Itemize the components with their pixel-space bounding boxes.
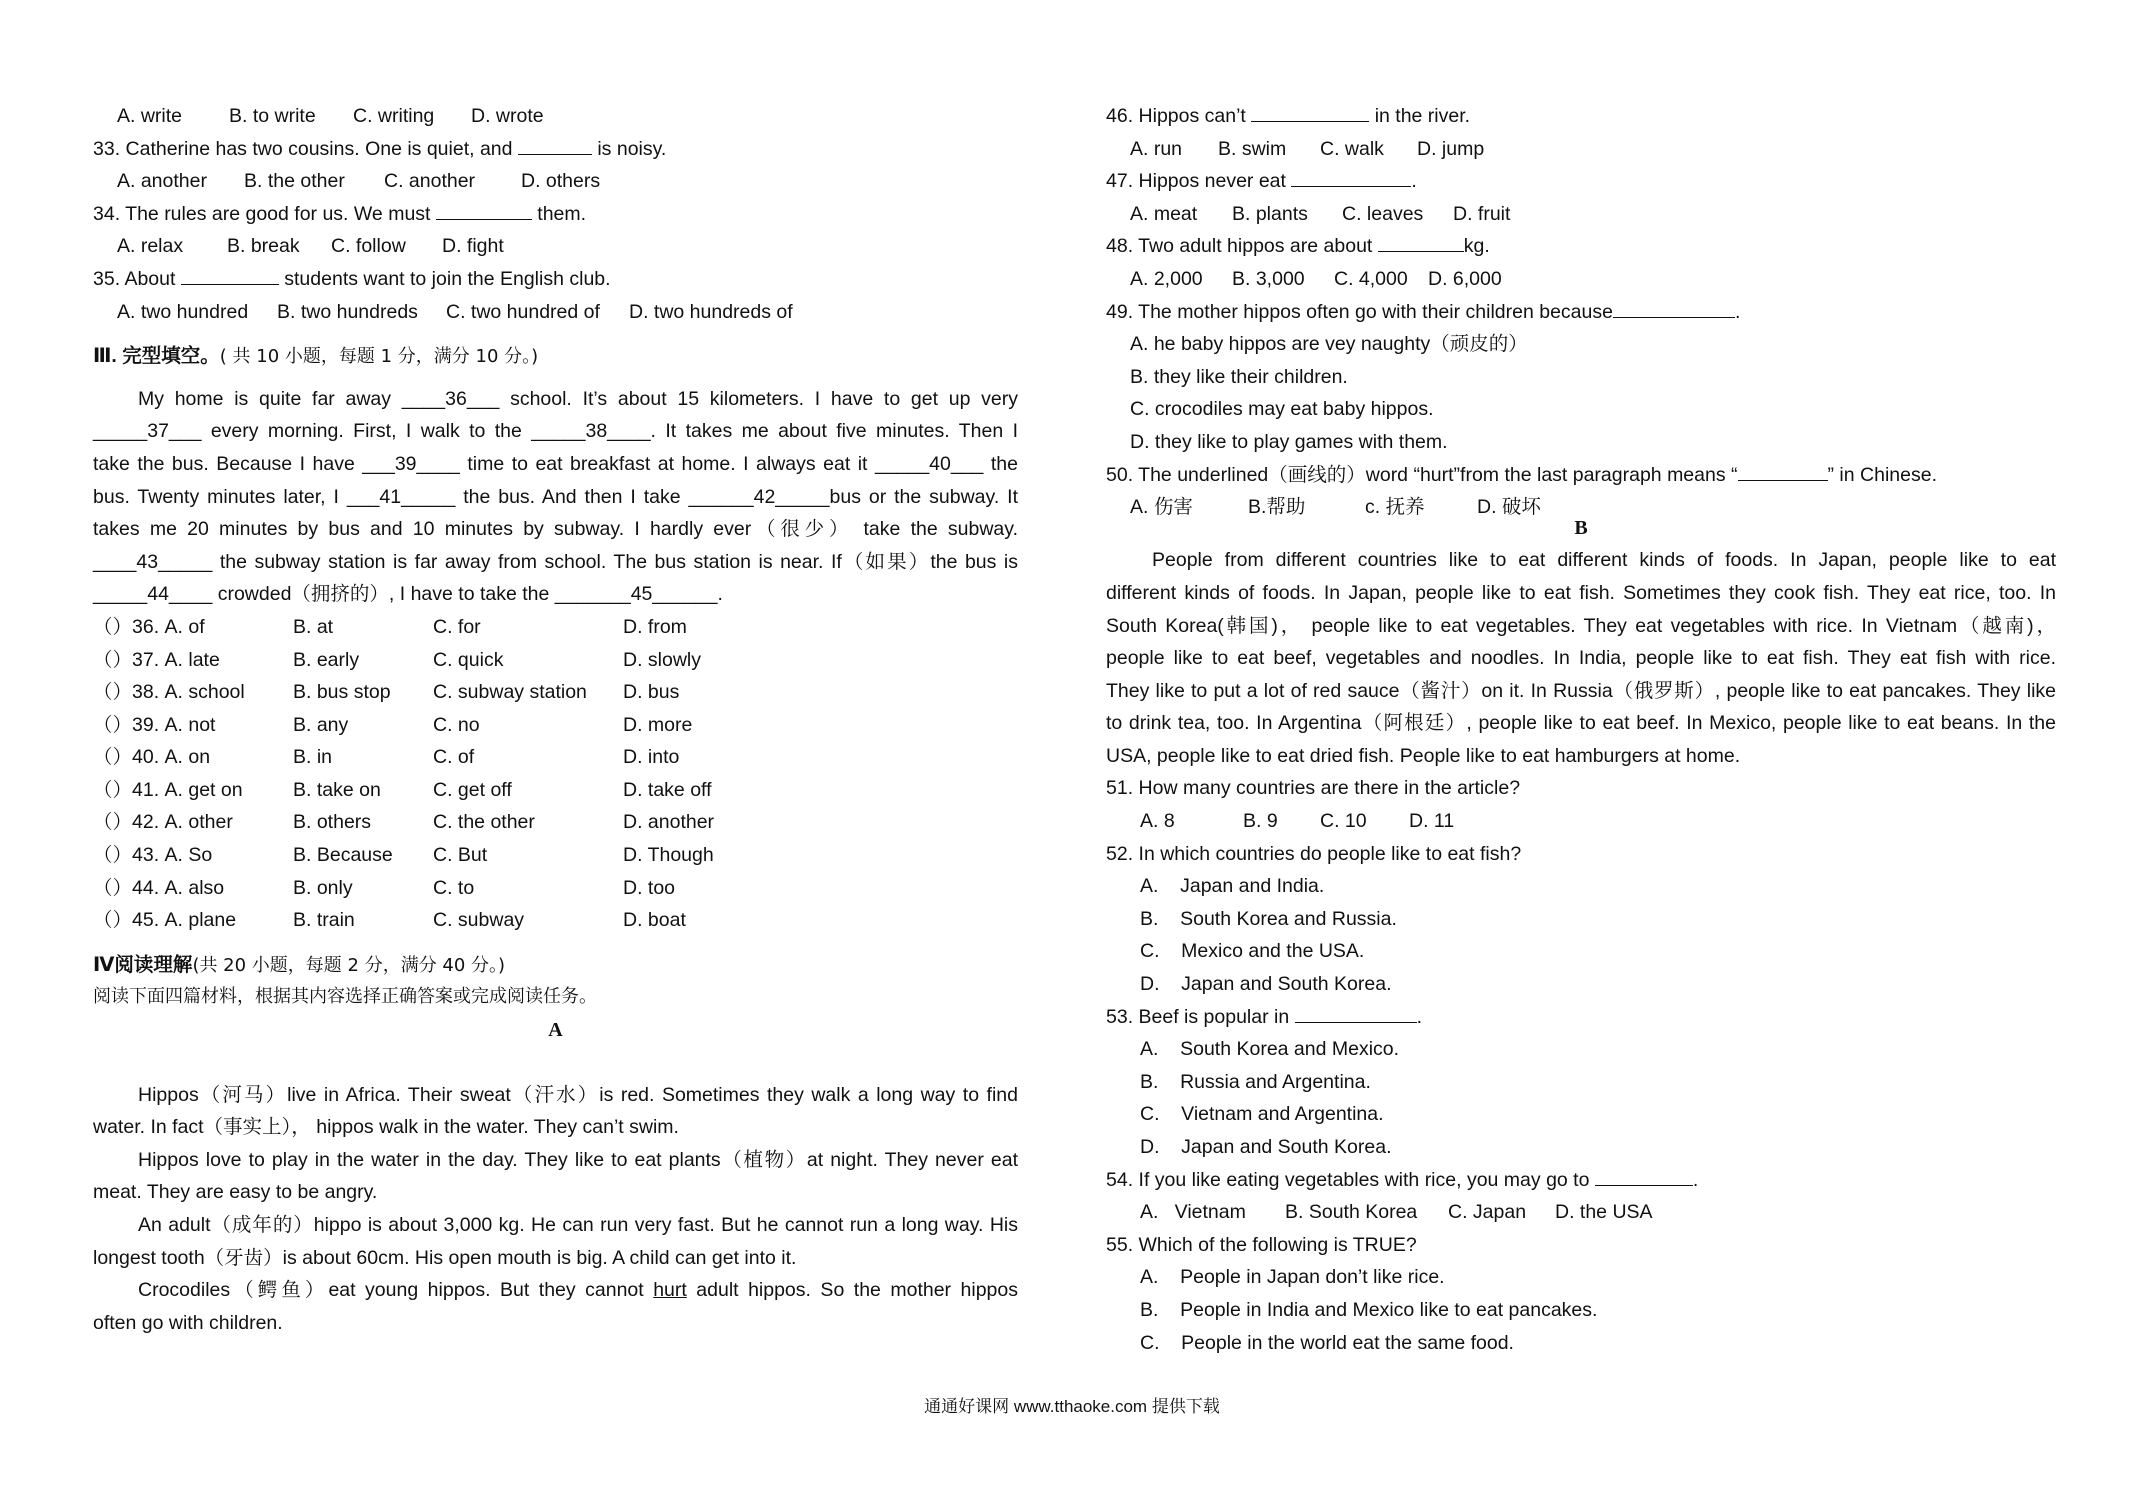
question-35: 35. About students want to join the English club. — [93, 263, 1018, 296]
left-column — [93, 100, 1018, 1339]
question-48: 48. Two adult hippos are about kg. — [1106, 230, 2056, 263]
cloze-passage: My home is quite far away ____36___ school. It’s about 15 kilometers. I have to get up very _____37___ every morning. First, I walk to the _____38____. It takes me about five minutes. Then I take the bus. Because I have ___39____ time to eat breakfast at home. I always eat it _____40___ the bus. Twenty minutes later, I ___41_____ the bus. And then I take ______42_____bus or the subway. It takes me 20 minutes by bus and 10 minutes by subway. I hardly ever（很少） take the subway. ____43_____ the subway station is far away from school. The bus station is near. If（如果）the bus is _____44____ crowded（拥挤的）, I have to take the _______45______. — [93, 387, 1018, 606]
passage-a: Hippos（河马）live in Africa. Their sweat（汗水）is red. Sometimes they walk a long way to find water. In fact（事实上）， hippos walk in the water. They can’t swim. Hippos love to play in the water in the day. They like to eat plants（植物）at night. They never eat meat. They are easy to be angry. An adult（成年的）hippo is about 3,000 kg. He can run very fast. But he cannot run a long way. His longest tooth（牙齿）is about 60cm. His open mouth is big. A child can get into it. Crocodiles（鳄鱼）eat young hippos. But they cannot hurt adult hippos. So the mother hippos often go with children. — [93, 1083, 1019, 1334]
answer-blank — [436, 199, 532, 220]
q52-option-d: D. Japan and South Korea. — [1140, 973, 1392, 996]
list-item: （）43. A. So B. Because C. But D. Though — [93, 844, 714, 867]
answer-blank — [1251, 101, 1369, 122]
q47-options: A. meat B. plants C. leaves D. fruit — [1130, 202, 1511, 225]
question-49: 49. The mother hippos often go with their children because . — [1106, 296, 2056, 329]
passage-a-label: A — [548, 1019, 563, 1042]
q48-options: A. 2,000 B. 3,000 C. 4,000 D. 6,000 — [1130, 267, 1502, 290]
page-footer: 通通好课网 www.tthaoke.com 提供下载 — [924, 1397, 1220, 1416]
question-34: 34. The rules are good for us. We must them. — [93, 198, 1018, 231]
section-4-instructions: 阅读下面四篇材料，根据其内容选择正确答案或完成阅读任务。 — [93, 986, 597, 1008]
q34-options: A. relax B. break C. follow D. fight — [117, 235, 504, 258]
q53-option-b: B. Russia and Argentina. — [1140, 1070, 1371, 1093]
q49-option-c: C. crocodiles may eat baby hippos. — [1130, 398, 1434, 421]
q55-option-a: A. People in Japan don’t like rice. — [1140, 1266, 1445, 1289]
q53-option-c: C. Vietnam and Argentina. — [1140, 1103, 1384, 1126]
list-item: （）37. A. late B. early C. quick D. slowly — [93, 648, 702, 671]
question-55: 55. Which of the following is TRUE? — [1106, 1233, 1417, 1256]
question-46: 46. Hippos can’t in the river. — [1106, 100, 2056, 133]
answer-blank — [1738, 460, 1828, 481]
q53-option-a: A. South Korea and Mexico. — [1140, 1038, 1400, 1061]
q55-option-b: B. People in India and Mexico like to eat pancakes. — [1140, 1298, 1598, 1321]
question-52: 52. In which countries do people like to eat fish? — [1106, 842, 1522, 865]
q52-option-b: B. South Korea and Russia. — [1140, 907, 1397, 930]
list-item: （）41. A. get on B. take on C. get off D. take off — [93, 778, 712, 801]
answer-blank — [1378, 231, 1464, 252]
list-item: （）45. A. plane B. train C. subway D. boat — [93, 909, 686, 932]
question-50: 50. The underlined（画线的）word “hurt”from the last paragraph means “ ” in Chinese. — [1106, 459, 2056, 492]
passage-b: People from different countries like to eat different kinds of foods. In Japan, people like to eat different kinds of foods. In Japan, people like to eat fish. Sometimes they cook fish. They eat rice, too. In South Korea(韩国)， people like to eat vegetables. They eat vegetables with rice. In Vietnam（越南)， people like to eat beef, vegetables and noodles. In India, people like to eat fish. They eat fish with rice. They like to put a lot of red sauce（酱汁）on it. In Russia（俄罗斯）, people like to eat pancakes. They like to drink tea, too. In Argentina（阿根廷）, people like to eat beef. In Mexico, people like to eat beans. In the USA, people like to eat dried fish. People like to eat hamburgers at home. — [1106, 549, 2056, 767]
cloze-options-table — [93, 611, 714, 937]
question-51: 51. How many countries are there in the article? — [1106, 777, 1521, 800]
answer-blank — [518, 134, 592, 155]
question-53: 53. Beef is popular in . — [1106, 1001, 2056, 1034]
q50-options: A. 伤害 B.帮助 c. 抚养 D. 破坏 — [1130, 496, 1541, 519]
section-3-heading: Ⅲ. 完型填空。( 共 10 小题，每题 1 分，满分 10 分。) — [93, 345, 539, 368]
list-item: （）42. A. other B. others C. the other D. another — [93, 811, 715, 834]
q54-options: A. Vietnam B. South Korea C. Japan D. the USA — [1140, 1201, 1653, 1224]
passage-b-label: B — [1574, 516, 1588, 539]
q33-options: A. another B. the other C. another D. others — [117, 170, 601, 193]
answer-blank — [181, 264, 279, 285]
q53-option-d: D. Japan and South Korea. — [1140, 1136, 1392, 1158]
q49-option-b: B. they like their children. — [1130, 365, 1348, 388]
section-4-heading: Ⅳ阅读理解(共 20 小题，每题 2 分，满分 40 分。) — [93, 953, 506, 976]
right-column — [1106, 100, 2056, 1359]
q52-option-a: A. Japan and India. — [1140, 875, 1325, 898]
list-item: （）44. A. also B. only C. to D. too — [93, 876, 676, 899]
question-54: 54. If you like eating vegetables with rice, you may go to . — [1106, 1164, 2056, 1197]
answer-blank — [1295, 1002, 1417, 1023]
list-item: （）36. A. of B. at C. for D. from — [93, 615, 687, 638]
list-item: （）40. A. on B. in C. of D. into — [93, 746, 680, 769]
question-33: 33. Catherine has two cousins. One is quiet, and is noisy. — [93, 133, 1018, 166]
underlined-word: hurt — [653, 1279, 687, 1302]
q51-options: A. 8 B. 9 C. 10 D. 11 — [1140, 810, 1455, 833]
q32-options: A. write B. to write C. writing D. wrote — [117, 105, 544, 127]
q35-options: A. two hundred B. two hundreds C. two hundred of D. two hundreds of — [117, 300, 793, 323]
q49-option-a: A. he baby hippos are vey naughty（顽皮的） — [1130, 333, 1528, 356]
answer-blank — [1291, 166, 1411, 187]
q55-option-c: C. People in the world eat the same food. — [1140, 1331, 1514, 1354]
q49-option-d: D. they like to play games with them. — [1130, 430, 1448, 453]
answer-blank — [1613, 297, 1735, 318]
q52-option-c: C. Mexico and the USA. — [1140, 940, 1365, 963]
answer-blank — [1595, 1165, 1693, 1186]
question-47: 47. Hippos never eat . — [1106, 165, 2056, 198]
list-item: （）38. A. school B. bus stop C. subway station D. bus — [93, 681, 680, 704]
q46-options: A. run B. swim C. walk D. jump — [1130, 137, 1485, 160]
list-item: （）39. A. not B. any C. no D. more — [93, 713, 693, 736]
